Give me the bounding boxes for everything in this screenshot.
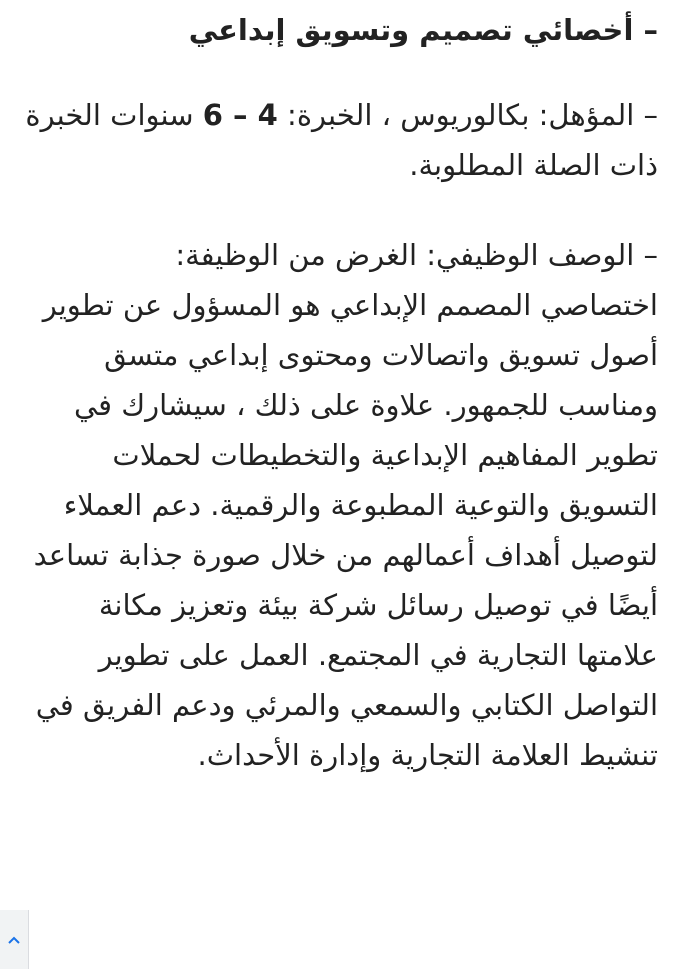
job-title: – أخصائي تصميم وتسويق إبداعي [188,13,658,47]
qualification-suffix: سنوات الخبرة ذات الصلة المطلوبة. [25,98,658,182]
qualification-prefix: – المؤهل: بكالوريوس ، الخبرة: [277,98,658,132]
experience-years: 4 – 6 [202,98,278,132]
description-body: اختصاصي المصمم الإبداعي هو المسؤول عن تطوير أصول تسويق واتصالات ومحتوى إبداعي متسق ومناسب للجمهور. علاوة على ذلك ، سيشارك في تطوير المفاهيم الإبداعية والتخطيطات لحملات التسويق والتوعية المطبوعة والرقمية. دعم العملاء لتوصيل أهداف أعمالهم من خلال صورة جذابة تساعد أيضًا في توصيل رسائل شركة بيئة وتعزيز مكانة علامتها التجارية في المجتمع. العمل على تطوير التواصل الكتابي والسمعي والمرئي ودعم الفريق في تنشيط العلامة التجارية وإدارة الأحداث. [33,288,658,772]
qualification-text [14,90,658,190]
scroll-up-button[interactable] [0,910,29,969]
chevron-up-icon [7,933,21,947]
description-heading: – الوصف الوظيفي: الغرض من الوظيفة: [175,238,658,272]
job-description [14,230,658,780]
